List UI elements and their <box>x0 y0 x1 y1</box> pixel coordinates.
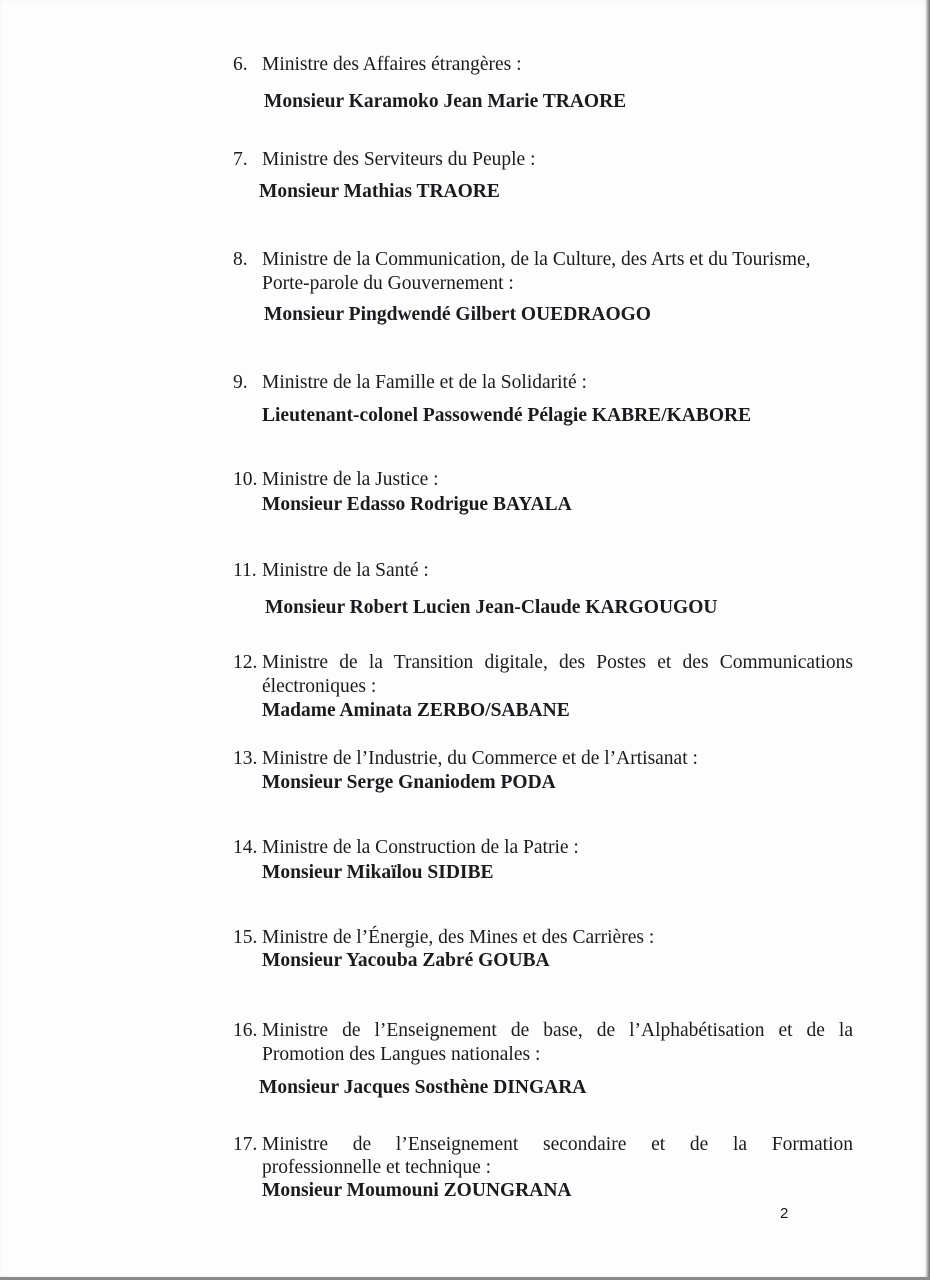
item-number: 8. <box>233 249 248 270</box>
minister-name: Monsieur Robert Lucien Jean-Claude KARGOUGOU <box>265 597 718 618</box>
minister-name: Madame Aminata ZERBO/SABANE <box>262 700 570 721</box>
minister-name: Lieutenant-colonel Passowendé Pélagie KABRE/KABORE <box>262 405 752 426</box>
item-number: 12. <box>233 652 258 673</box>
ministry-title: Ministre des Serviteurs du Peuple : <box>262 149 536 170</box>
ministry-title-line: Ministre de l’Enseignement de base, de l’Alphabétisation et de la <box>262 1020 853 1041</box>
ministry-title: Ministre de la Construction de la Patrie : <box>262 837 579 858</box>
minister-name: Monsieur Edasso Rodrigue BAYALA <box>262 494 572 515</box>
minister-name: Monsieur Karamoko Jean Marie TRAORE <box>264 91 627 112</box>
minister-name: Monsieur Jacques Sosthène DINGARA <box>259 1077 587 1098</box>
item-number: 15. <box>233 927 258 948</box>
item-number: 7. <box>233 149 248 170</box>
ministry-title: Ministre de l’Industrie, du Commerce et de l’Artisanat : <box>262 748 698 769</box>
minister-name: Monsieur Pingdwendé Gilbert OUEDRAOGO <box>264 304 651 325</box>
minister-name: Monsieur Yacouba Zabré GOUBA <box>262 950 550 971</box>
ministry-title: Ministre de la Famille et de la Solidarité : <box>262 372 587 393</box>
scan-edge-right <box>926 0 930 1280</box>
item-number: 6. <box>233 54 248 75</box>
item-number: 17. <box>233 1134 258 1155</box>
item-number: 16. <box>233 1020 258 1041</box>
ministry-title-line: électroniques : <box>262 676 377 697</box>
minister-name: Monsieur Mathias TRAORE <box>259 181 500 202</box>
minister-name: Monsieur Mikaïlou SIDIBE <box>262 862 494 883</box>
item-number: 13. <box>233 748 258 769</box>
ministry-title: Ministre de l’Énergie, des Mines et des Carrières : <box>262 927 655 948</box>
ministry-title-line: professionnelle et technique : <box>262 1157 492 1178</box>
minister-name: Monsieur Moumouni ZOUNGRANA <box>262 1180 572 1201</box>
ministry-title-line: Porte-parole du Gouvernement : <box>262 273 514 294</box>
ministry-title-line: Ministre de l’Enseignement secondaire et de la Formation <box>262 1134 853 1155</box>
item-number: 14. <box>233 837 258 858</box>
ministry-title-line: Ministre de la Transition digitale, des Postes et des Communications <box>262 652 853 673</box>
ministry-title: Ministre de la Justice : <box>262 469 439 490</box>
item-number: 11. <box>233 560 257 581</box>
ministry-title-line: Ministre de la Communication, de la Culture, des Arts et du Tourisme, <box>262 249 811 270</box>
item-number: 9. <box>233 372 248 393</box>
ministry-title-line: Promotion des Langues nationales : <box>262 1044 541 1065</box>
minister-name: Monsieur Serge Gnaniodem PODA <box>262 772 556 793</box>
page-number: 2 <box>780 1205 789 1222</box>
ministry-title: Ministre de la Santé : <box>262 560 429 581</box>
ministry-title: Ministre des Affaires étrangères : <box>262 54 522 75</box>
item-number: 10. <box>233 469 258 490</box>
